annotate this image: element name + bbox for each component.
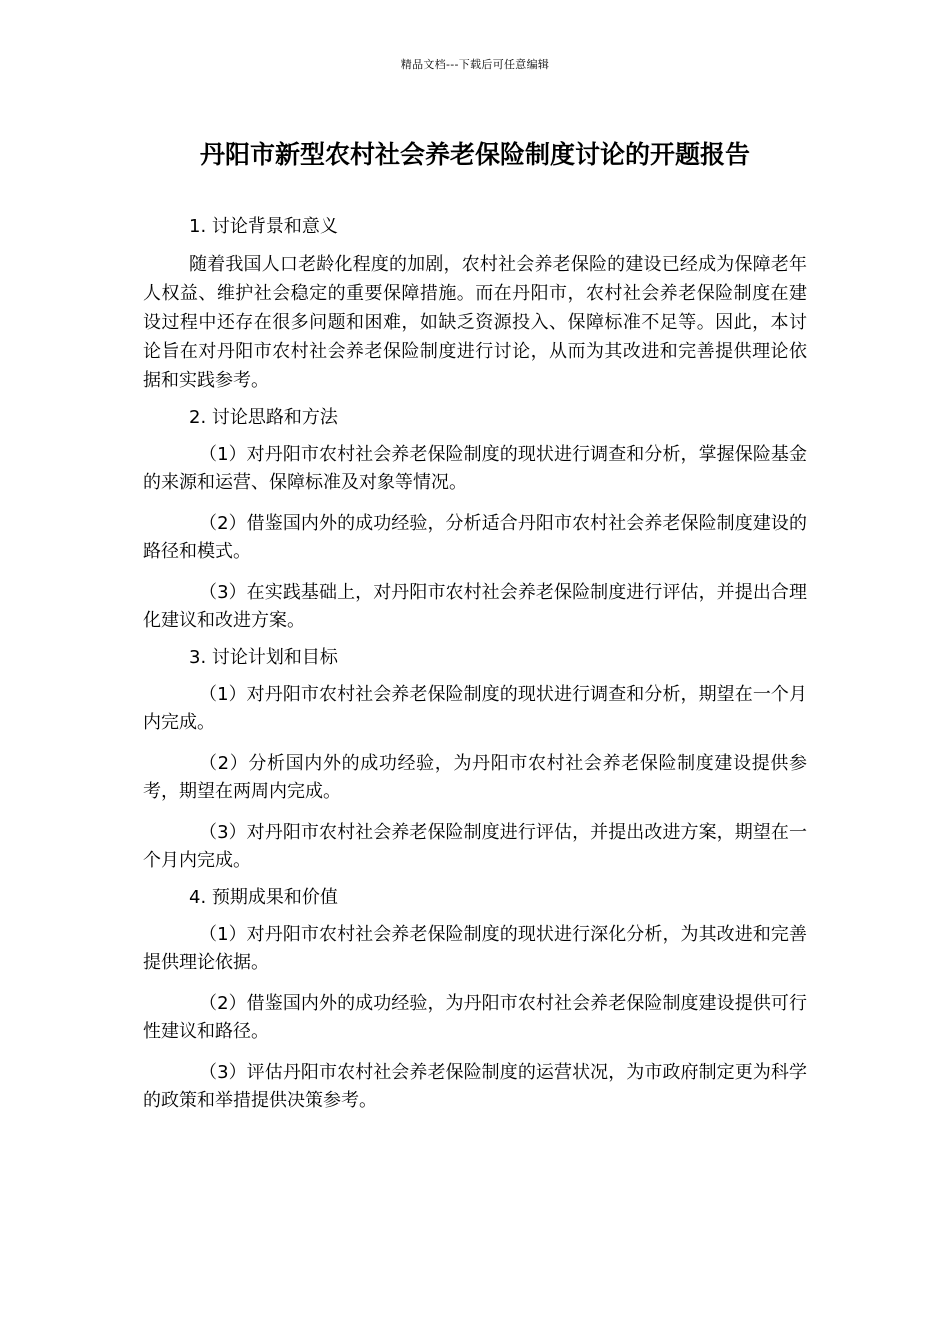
list-item: （1）对丹阳市农村社会养老保险制度的现状进行调查和分析，掌握保险基金的来源和运营、保障标准及对象等情况。 <box>143 444 807 493</box>
list-item: （1）对丹阳市农村社会养老保险制度的现状进行调查和分析，期望在一个月内完成。 <box>143 684 807 733</box>
spacer <box>143 737 807 750</box>
spacer <box>143 497 807 510</box>
document-title: 丹阳市新型农村社会养老保险制度讨论的开题报告 <box>199 140 750 169</box>
section-heading: 1. 讨论背景和意义 <box>189 216 338 237</box>
spacer <box>143 806 807 819</box>
spacer <box>143 566 807 579</box>
document-body <box>143 210 807 1115</box>
list-item: （2）分析国内外的成功经验，为丹阳市农村社会养老保险制度建设提供参考，期望在两周内完成。 <box>143 753 807 802</box>
section-heading: 2. 讨论思路和方法 <box>189 407 338 428</box>
spacer <box>143 977 807 990</box>
list-item: （3）评估丹阳市农村社会养老保险制度的运营状况，为市政府制定更为科学的政策和举措提供决策参考。 <box>143 1062 807 1111</box>
list-item: （1）对丹阳市农村社会养老保险制度的现状进行深化分析，为其改进和完善提供理论依据。 <box>143 924 807 973</box>
section-paragraph: 随着我国人口老龄化程度的加剧，农村社会养老保险的建设已经成为保障老年人权益、维护社会稳定的重要保障措施。而在丹阳市，农村社会养老保险制度在建设过程中还存在很多问题和困难，如缺乏资源投入、保障标准不足等。因此，本讨论旨在对丹阳市农村社会养老保险制度进行讨论，从而为其改进和完善提供理论依据和实践参考。 <box>143 254 807 391</box>
section-heading: 3. 讨论计划和目标 <box>189 647 338 668</box>
section-heading: 4. 预期成果和价值 <box>189 887 338 908</box>
spacer <box>143 1046 807 1059</box>
list-item: （3）在实践基础上，对丹阳市农村社会养老保险制度进行评估，并提出合理化建议和改进方案。 <box>143 582 807 631</box>
page-header-note: 精品文档---下载后可任意编辑 <box>400 58 550 71</box>
list-item: （2）借鉴国内外的成功经验，分析适合丹阳市农村社会养老保险制度建设的路径和模式。 <box>143 513 807 562</box>
list-item: （2）借鉴国内外的成功经验，为丹阳市农村社会养老保险制度建设提供可行性建议和路径。 <box>143 993 807 1042</box>
list-item: （3）对丹阳市农村社会养老保险制度进行评估，并提出改进方案，期望在一个月内完成。 <box>143 822 807 871</box>
